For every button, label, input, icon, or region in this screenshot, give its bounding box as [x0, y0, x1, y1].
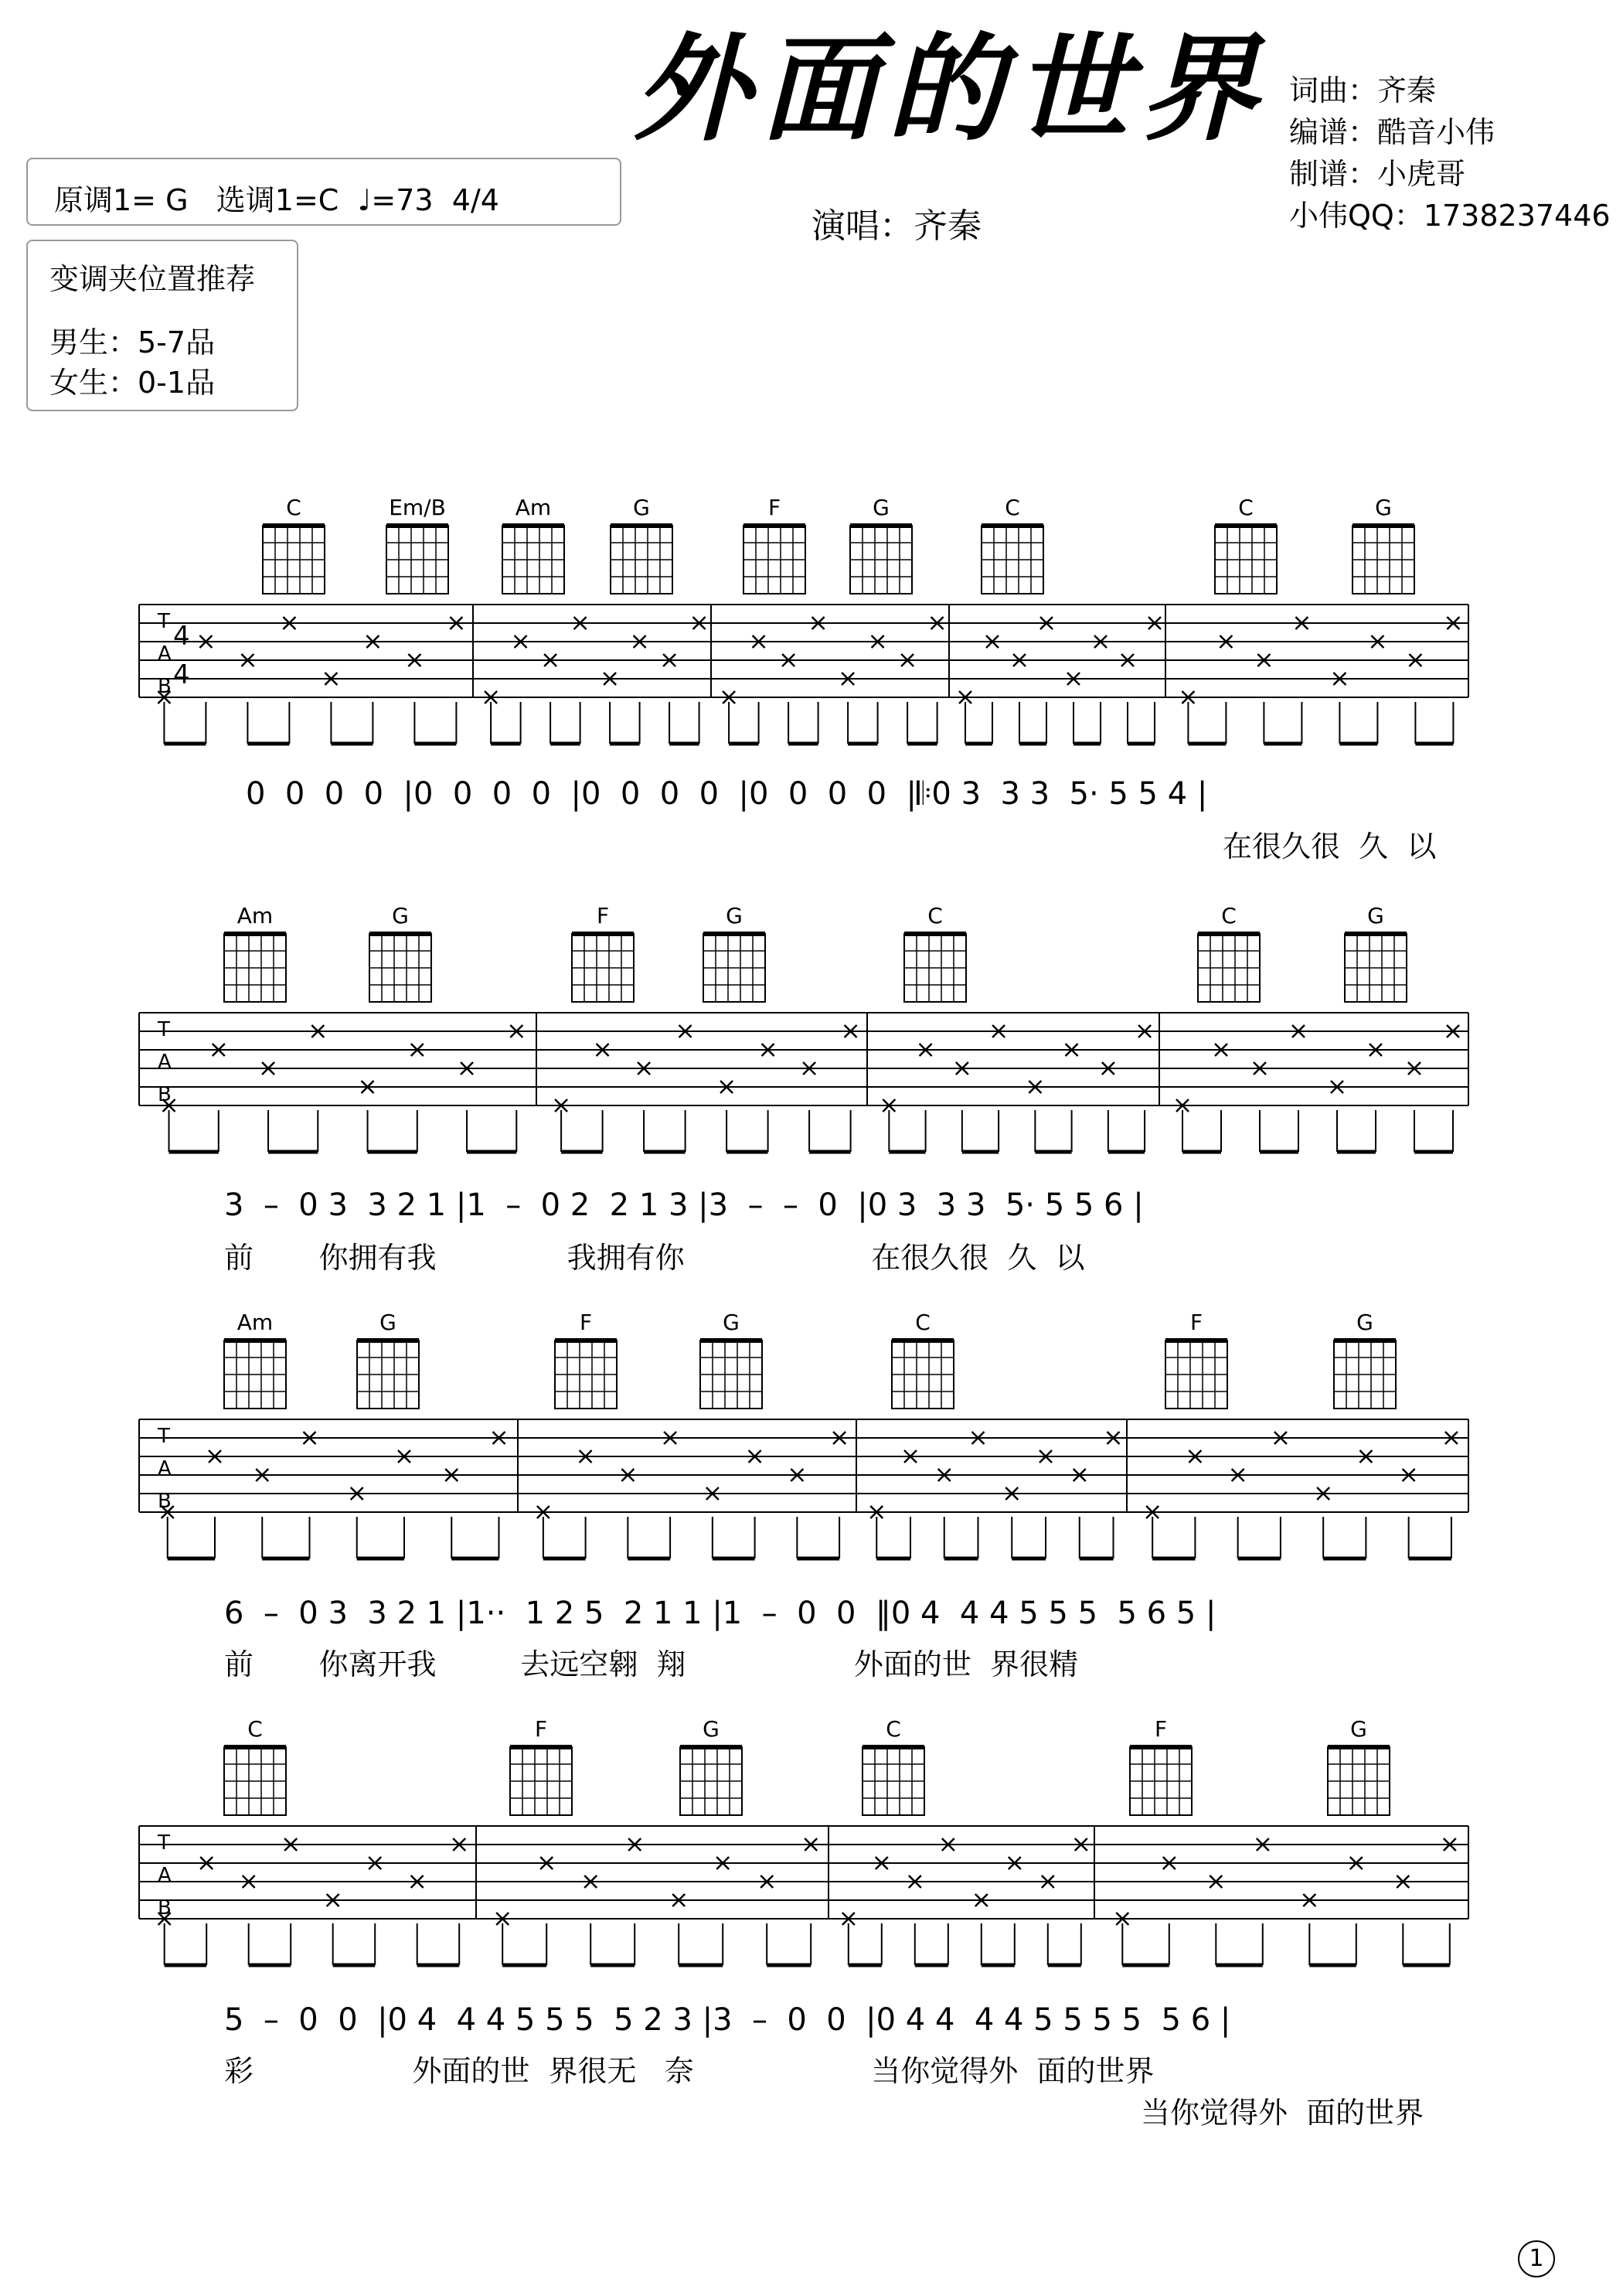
- song-title: 外面的世界: [634, 21, 1268, 157]
- chord-name: C: [927, 903, 943, 928]
- chord-name: C: [1221, 903, 1237, 928]
- chord-name: G: [1375, 495, 1392, 520]
- chord-name: F: [579, 1310, 593, 1335]
- tab-label: T: [158, 1831, 170, 1855]
- chord-name: G: [723, 1310, 740, 1335]
- singer: 演唱：齐秦: [812, 206, 982, 246]
- capo-title: 变调夹位置推荐: [49, 262, 256, 296]
- chord-name: C: [1005, 495, 1020, 520]
- credit-transcriber: 制谱：小虎哥: [1289, 157, 1466, 191]
- tab-label: A: [158, 1051, 172, 1074]
- lyrics-row-3: 前 你离开我 去远空翱 翔 外面的世 界很精: [224, 1647, 1079, 1681]
- chord-name: G: [379, 1310, 396, 1335]
- chord-name: Em/B: [389, 495, 446, 520]
- lyrics-row-1: 在很久很 久 以: [1223, 829, 1437, 864]
- chord-name: C: [247, 1716, 263, 1742]
- chord-name: F: [1154, 1716, 1168, 1742]
- tab-label: A: [158, 642, 172, 666]
- tab-label: T: [158, 1018, 170, 1041]
- chord-name: F: [1189, 1310, 1203, 1335]
- notation-row-4: 5 – 0 0 |0 4 4 4 5 5 5 5 2 3 |3 – 0 0 |0 4 4 4 4 5 5 5 5 5 6 |: [224, 2002, 1231, 2038]
- chord-name: G: [726, 903, 743, 928]
- chord-name: F: [767, 495, 781, 520]
- chord-name: Am: [236, 1310, 274, 1335]
- lyrics-row-2: 前 你拥有我 我拥有你 在很久很 久 以: [224, 1241, 1085, 1275]
- tab-label: B: [158, 1490, 172, 1513]
- chord-name: G: [392, 903, 409, 928]
- notation-row-3: 6 – 0 3 3 2 1 |1·· 1 2 5 2 1 1 |1 – 0 0 ‖0 4 4 4 5 5 5 5 6 5 |: [224, 1596, 1216, 1631]
- tab-label: T: [158, 610, 170, 633]
- chord-name: G: [1367, 903, 1384, 928]
- chord-name: C: [1238, 495, 1254, 520]
- tab-label: A: [158, 1457, 172, 1480]
- chord-name: C: [915, 1310, 931, 1335]
- chord-name: F: [534, 1716, 548, 1742]
- chord-name: Am: [515, 495, 552, 520]
- tab-label: B: [158, 1083, 172, 1106]
- chord-name: F: [596, 903, 610, 928]
- tab-label: A: [158, 1864, 172, 1887]
- chord-name: G: [633, 495, 650, 520]
- chord-name: G: [1350, 1716, 1367, 1742]
- chord-name: Am: [236, 903, 274, 928]
- lyrics-row-4b: 当你觉得外 面的世界: [1141, 2096, 1424, 2130]
- credit-arranger: 编谱：酷音小伟: [1289, 115, 1495, 149]
- page-number: 1: [1518, 2240, 1555, 2277]
- tab-label: B: [158, 675, 172, 698]
- chord-name: C: [886, 1716, 901, 1742]
- key-info: 原调1= G 选调1=C ♩=73 4/4: [54, 183, 499, 217]
- chord-name: G: [873, 495, 890, 520]
- chord-name: G: [1356, 1310, 1373, 1335]
- credit-contact: 小伟QQ：1738237446: [1289, 199, 1611, 233]
- time-signature: 4: [173, 659, 190, 690]
- notation-row-2: 3 – 0 3 3 2 1 |1 – 0 2 2 1 3 |3 – – 0 |0 3 3 3 5· 5 5 6 |: [224, 1187, 1144, 1223]
- chord-name: C: [286, 495, 301, 520]
- capo-female: 女生：0-1品: [49, 366, 216, 400]
- chord-name: G: [703, 1716, 720, 1742]
- tab-label: T: [158, 1425, 170, 1448]
- time-signature: 4: [173, 621, 190, 652]
- capo-male: 男生：5-7品: [49, 325, 216, 359]
- tab-label: B: [158, 1896, 172, 1920]
- credit-lyrics-music: 词曲：齐秦: [1289, 73, 1437, 107]
- notation-row-1: 0 0 0 0 |0 0 0 0 |0 0 0 0 |0 0 0 0 |𝄆0 3 3 3 5· 5 5 4 |: [246, 776, 1208, 812]
- lyrics-row-4: 彩 外面的世 界很无 奈 当你觉得外 面的世界: [224, 2054, 1155, 2088]
